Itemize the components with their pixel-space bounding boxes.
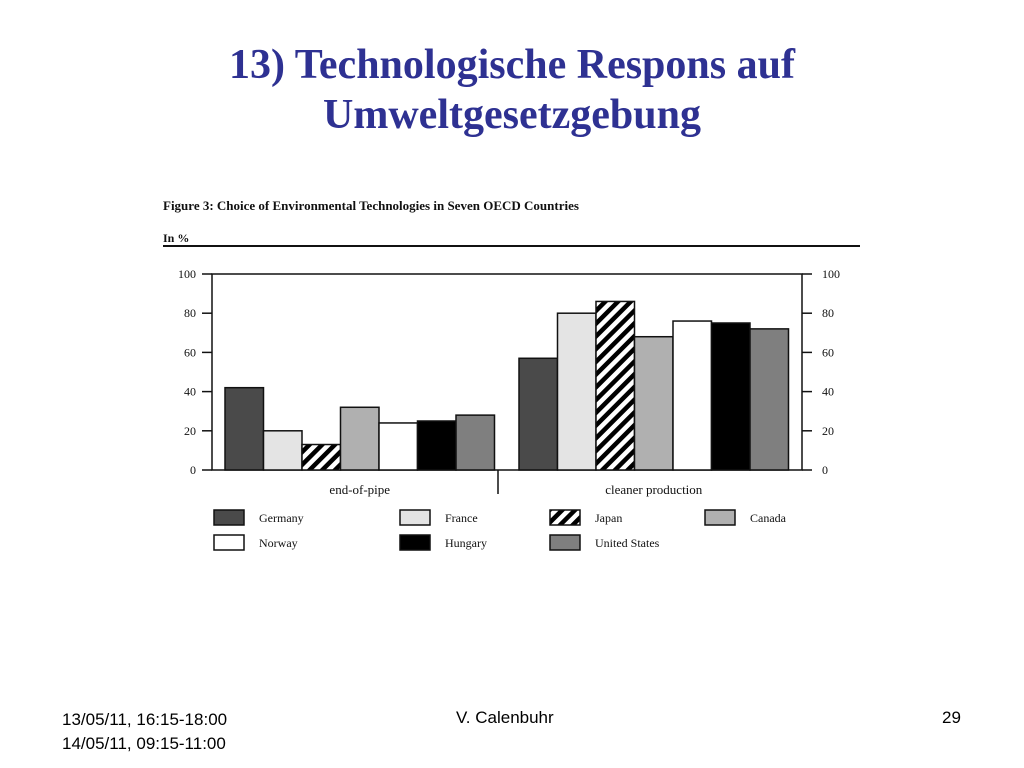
y-tick-label-left: 60 xyxy=(184,345,196,360)
bar-hungary xyxy=(712,323,751,470)
legend-label: United States xyxy=(595,536,660,550)
footer-dates xyxy=(62,708,227,756)
bar-germany xyxy=(519,358,558,470)
bar-norway xyxy=(673,321,712,470)
figure-caption: Figure 3: Choice of Environmental Technologies in Seven OECD Countries xyxy=(163,198,579,213)
legend-label: France xyxy=(445,511,478,525)
y-tick-label-right: 60 xyxy=(822,345,834,360)
y-tick-label-right: 40 xyxy=(822,384,834,399)
legend-swatch xyxy=(214,510,244,525)
y-tick-label-left: 80 xyxy=(184,306,196,321)
legend-swatch xyxy=(400,510,430,525)
legend-swatch xyxy=(550,510,580,525)
y-tick-label-right: 0 xyxy=(822,463,828,477)
page-number: 29 xyxy=(942,708,961,727)
footer-date-line-2: 14/05/11, 09:15-11:00 xyxy=(62,734,226,753)
y-tick-label-left: 20 xyxy=(184,423,196,438)
bar-france xyxy=(558,313,597,470)
bar-united-states xyxy=(456,415,495,470)
bar-germany xyxy=(225,388,264,470)
title-line-2: Umweltgesetzgebung xyxy=(323,92,701,138)
bar-hungary xyxy=(418,421,457,470)
legend-swatch xyxy=(705,510,735,525)
bar-united-states xyxy=(750,329,789,470)
y-tick-label-right: 20 xyxy=(822,423,834,438)
unit-label: In % xyxy=(163,231,190,245)
y-tick-label-right: 80 xyxy=(822,306,834,321)
y-tick-label-right: 100 xyxy=(822,267,840,281)
legend-swatch xyxy=(400,535,430,550)
legend-label: Hungary xyxy=(445,536,487,550)
y-tick-label-left: 0 xyxy=(190,463,196,477)
bar-japan xyxy=(596,301,635,470)
category-label: end-of-pipe xyxy=(329,482,391,497)
bar-norway xyxy=(379,423,418,470)
bar-canada xyxy=(341,407,380,470)
legend-swatch xyxy=(214,535,244,550)
legend-label: Norway xyxy=(259,536,298,550)
footer-date-line-1: 13/05/11, 16:15-18:00 xyxy=(62,710,228,729)
legend-label: Japan xyxy=(595,511,623,525)
footer-author: V. Calenbuhr xyxy=(456,708,554,727)
bar-japan xyxy=(302,445,341,470)
legend-label: Canada xyxy=(750,511,786,525)
bar-france xyxy=(264,431,303,470)
bar-canada xyxy=(635,337,674,470)
y-tick-label-left: 100 xyxy=(178,267,196,281)
legend-label: Germany xyxy=(259,511,304,525)
title-line-1: 13) Technologische Respons auf xyxy=(229,42,795,88)
category-label: cleaner production xyxy=(605,482,703,497)
legend-swatch xyxy=(550,535,580,550)
y-tick-label-left: 40 xyxy=(184,384,196,399)
